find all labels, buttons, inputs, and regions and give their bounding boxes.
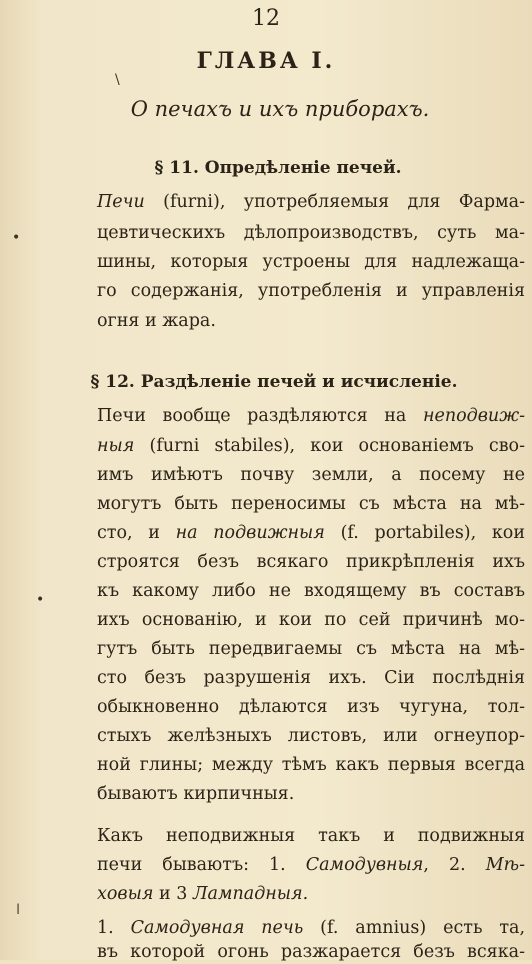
italic-term: на подвижныя: [175, 523, 325, 543]
italic-term: Самодувная печь: [130, 918, 304, 938]
margin-mark-icon: •: [12, 230, 21, 246]
italic-term: Самодувныя: [305, 855, 424, 875]
page-number: 12: [252, 6, 280, 31]
text-line: бываютъ кирпичныя.: [97, 784, 295, 804]
text-line: 1. Самодувная печь (f. amnius) есть та,: [97, 918, 526, 938]
chapter-subtitle: О печахъ и ихъ приборахъ.: [130, 97, 430, 121]
text-line: ховыя и 3 Лампадныя.: [97, 884, 309, 904]
line-text: (furni), употребляемыя для Фарма-: [144, 192, 525, 212]
text-line: обыкновенно дѣлаются изъ чугуна, тол-: [97, 697, 525, 717]
text-line: ныя (furni stabiles), кои основаніемъ сво-: [97, 436, 525, 456]
text-line: стыхъ желѣзныхъ листовъ, или огнеупор-: [97, 726, 525, 746]
margin-mark-icon: ǀ: [16, 902, 21, 918]
section-11-heading: § 11. Опредѣленіе печей.: [154, 158, 402, 178]
text-line: сто, и на подвижныя (f. portabiles), кои: [97, 523, 526, 543]
text-line: къ какому либо не входящему въ составъ: [97, 581, 525, 601]
text-line: Какъ неподвижныя такъ и подвижныя: [97, 826, 525, 846]
text-line: ной глины; между тѣмъ какъ первыя всегда: [97, 755, 525, 775]
text-line: гутъ быть передвигаемы съ мѣста на мѣ-: [97, 639, 525, 659]
section-12-heading: § 12. Раздѣленіе печей и исчисленіе.: [90, 372, 458, 392]
text-line: имъ имѣютъ почву земли, а посему не: [97, 465, 525, 485]
text-line: Печи вообще раздѣляются на неподвиж-: [97, 406, 525, 426]
italic-term: ховыя: [97, 884, 154, 904]
text-line: сто безъ разрушенія ихъ. Сіи послѣднія: [97, 668, 525, 688]
text-line: могутъ быть переносимы съ мѣста на мѣ-: [97, 494, 525, 514]
text-line: строятся безъ всякаго прикрѣпленія ихъ: [97, 552, 525, 572]
text-line: цевтическихъ дѣлопроизводствъ, суть ма-: [97, 223, 525, 243]
text-line: ихъ основанію, и кои по сей причинѣ мо-: [97, 610, 525, 630]
italic-term: Печи: [97, 192, 145, 212]
text-line: въ которой огонь разжарается безъ всяка-: [97, 942, 525, 962]
chapter-title: ГЛАВА I.: [196, 48, 336, 74]
text-line: печи бываютъ: 1. Самодувныя, 2. Мѣ-: [97, 855, 525, 875]
italic-term: ныя: [97, 436, 135, 456]
text-line: огня и жара.: [97, 311, 216, 331]
italic-term: неподвиж-: [422, 406, 525, 426]
text-line: шины, которыя устроены для надлежаща-: [97, 252, 525, 272]
text-line: го содержанія, употребленія и управленія: [97, 281, 525, 301]
italic-term: Мѣ-: [485, 855, 525, 875]
italic-term: Лампадныя.: [192, 884, 309, 904]
text-line: [97, 190, 525, 214]
margin-mark-icon: •: [36, 592, 45, 608]
stray-mark-icon: \: [115, 72, 120, 88]
